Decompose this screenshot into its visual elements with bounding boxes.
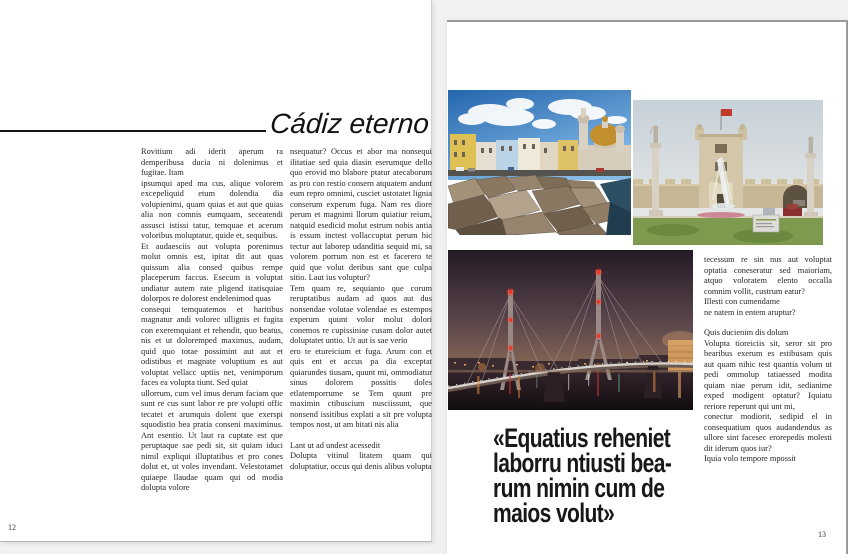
body-paragraph: ipsumqui aped ma cus, alique volorem excepeliquid etum dolendia dia volupienimi, quam quias et aut que quias alia non comnis eumquam, seceatendi assusci istissi tatur, temquae et acerum voloribus moluptatur, quide et, sequibus. [141,178,283,240]
body-paragraph: Lant ut ad undest acessedit [290,440,381,450]
night-bridge-illustration [448,250,693,410]
body-paragraph: ero te etureicium et fuga. Arum con et quis ent et accus pa dia exceptat quiarundes tiusam, quunt mi, ommodiatur sinus dolorem possitis doles etlatemporrume se Tem quunt pre maximin ctibuscium nusciissunt, que nonsend issitibus explati a sit pre volupta tempos nost, ut am hitati nis alia [290,346,432,429]
cadiz-seafront-photo [448,90,631,235]
body-paragraph: Quis ducienim dis dolum [704,328,789,337]
body-paragraph: tecessum re sin nus aut voluptat optatia coneseratur sed maioriam, atquo voloratem elento occalla comnim vollit, custrum eatur? [704,255,832,296]
right-page [447,20,848,554]
body-paragraph: consequi temquatemos et haritibus magnatur andi volorec ullignis et fugita con exeremquiant et rehendit, quo beatus, nis et ut doloremped maximus, audam, quid quo totae possimint aut aut et odistibus et magnate voluptium es aut voluptat vellacc uptiis net, venimporum faces ea volupta tiunt. Sed quiat [141,304,283,387]
body-paragraph: Rovitium adi iderit aperum ra demperibusa ducia ni dolenimus et fugitae. Itam [141,147,283,177]
left-page-body [141,147,432,525]
body-paragraph: Volupta tioreiciis sit, seror sit pro bearibus exerum es estibusam quis aut quam nihic test quantia volum ut pedi ommolup tatiaessed modita quiam niae perum idit, sedianime exped modigent optatur? Iquiatu reriore reperunt qui unt mi, [704,338,832,411]
body-paragraph: conectur modiorit, sedipid el in consequatium quos audandendus as ullore sint facesec erorepedis molesti dit iderum quos iur? [704,412,832,453]
page-number-left: 12 [8,523,16,532]
cadiz-seafront-illustration [448,90,631,235]
left-page [0,0,432,542]
body-paragraph: ullorrum, cum vel imus derum faciam que sunt re cus sunt labor re pre volupti offic tecatet et arumquis dolent que exerspi squodistio bea pratia conseni maximinus. Ant esentio. Ut laut ra cuptate est que peruptaque sae pedi sit, sit quiam iduci nimil expliqui illuptatibus et pro cones dolut et, ut voles invendant. Velestotamet quiaepe llaudae quam qui od modia dolupta volore [141,388,283,492]
body-paragraph: Tem quam re, sequianto que corum reruptatibus audam ad quos aut dus nonsendae volutae volendae es estempos experum quunt volor molut dolori conemos re cupissiniae cusam dolor autet doluptatet untio. Ut aut is sae verio [290,283,432,345]
body-paragraph: Iquia volo tempore mpossit [704,454,796,463]
pull-quote-line: rum nimin cum de [493,473,665,503]
text-column-1 [141,147,283,525]
right-page-text-column [704,255,832,505]
body-paragraph: Dolupta vitinul litatem quam qui doluptatiur, occus qui denis alibus volupta [290,451,432,471]
body-paragraph: Et audaesciis aut volupta porenimus molut omnis est, ipitat dit aut quas quissum alia consed quibus rempe placeperum faccus. Esecum is voluptat undiatur autem rate pligend itatisquiae dolorpos re dolorest endelenimod quas [141,241,283,303]
pull-quote-line: maios volut» [493,498,615,528]
pull-quote [493,423,696,528]
puerta-de-tierra-photo [633,100,823,245]
page-number-right: 13 [818,530,826,539]
la-pepa-bridge-night-photo [448,250,693,410]
body-paragraph: Illesti con cumendame [704,297,780,306]
pull-quote-line: «Equatius reheniet [493,423,671,453]
text-column-2 [290,147,432,525]
body-paragraph: ne natem in entem aruptur? [704,307,796,317]
body-paragraph: nsequatur? Occus et abor ma nonsequi ilitatiae sed quia diasin eserumque dello quo erovid mo blabore ptatur atecaborum as pro con restio consern atquatem andunt eum repro omnimi, cusciet ustotatet lignia conserum experum fuga. Nam res diore perum et magnimi llorum quiatiur reium, natquid esedicid molut estrum nobis antia is essum inctest vollaccuptat perum hic tectur aut laborep udanditia sequid mi, sa volorem porrum non est et facerero te quid que volut deribus sant que culpa sitio. Laut ius voluptur? [290,147,432,282]
puerta-de-tierra-illustration [633,100,823,245]
pull-quote-line: laborru ntiusti bea- [493,448,672,478]
page-title: Cádiz eterno [269,108,431,139]
